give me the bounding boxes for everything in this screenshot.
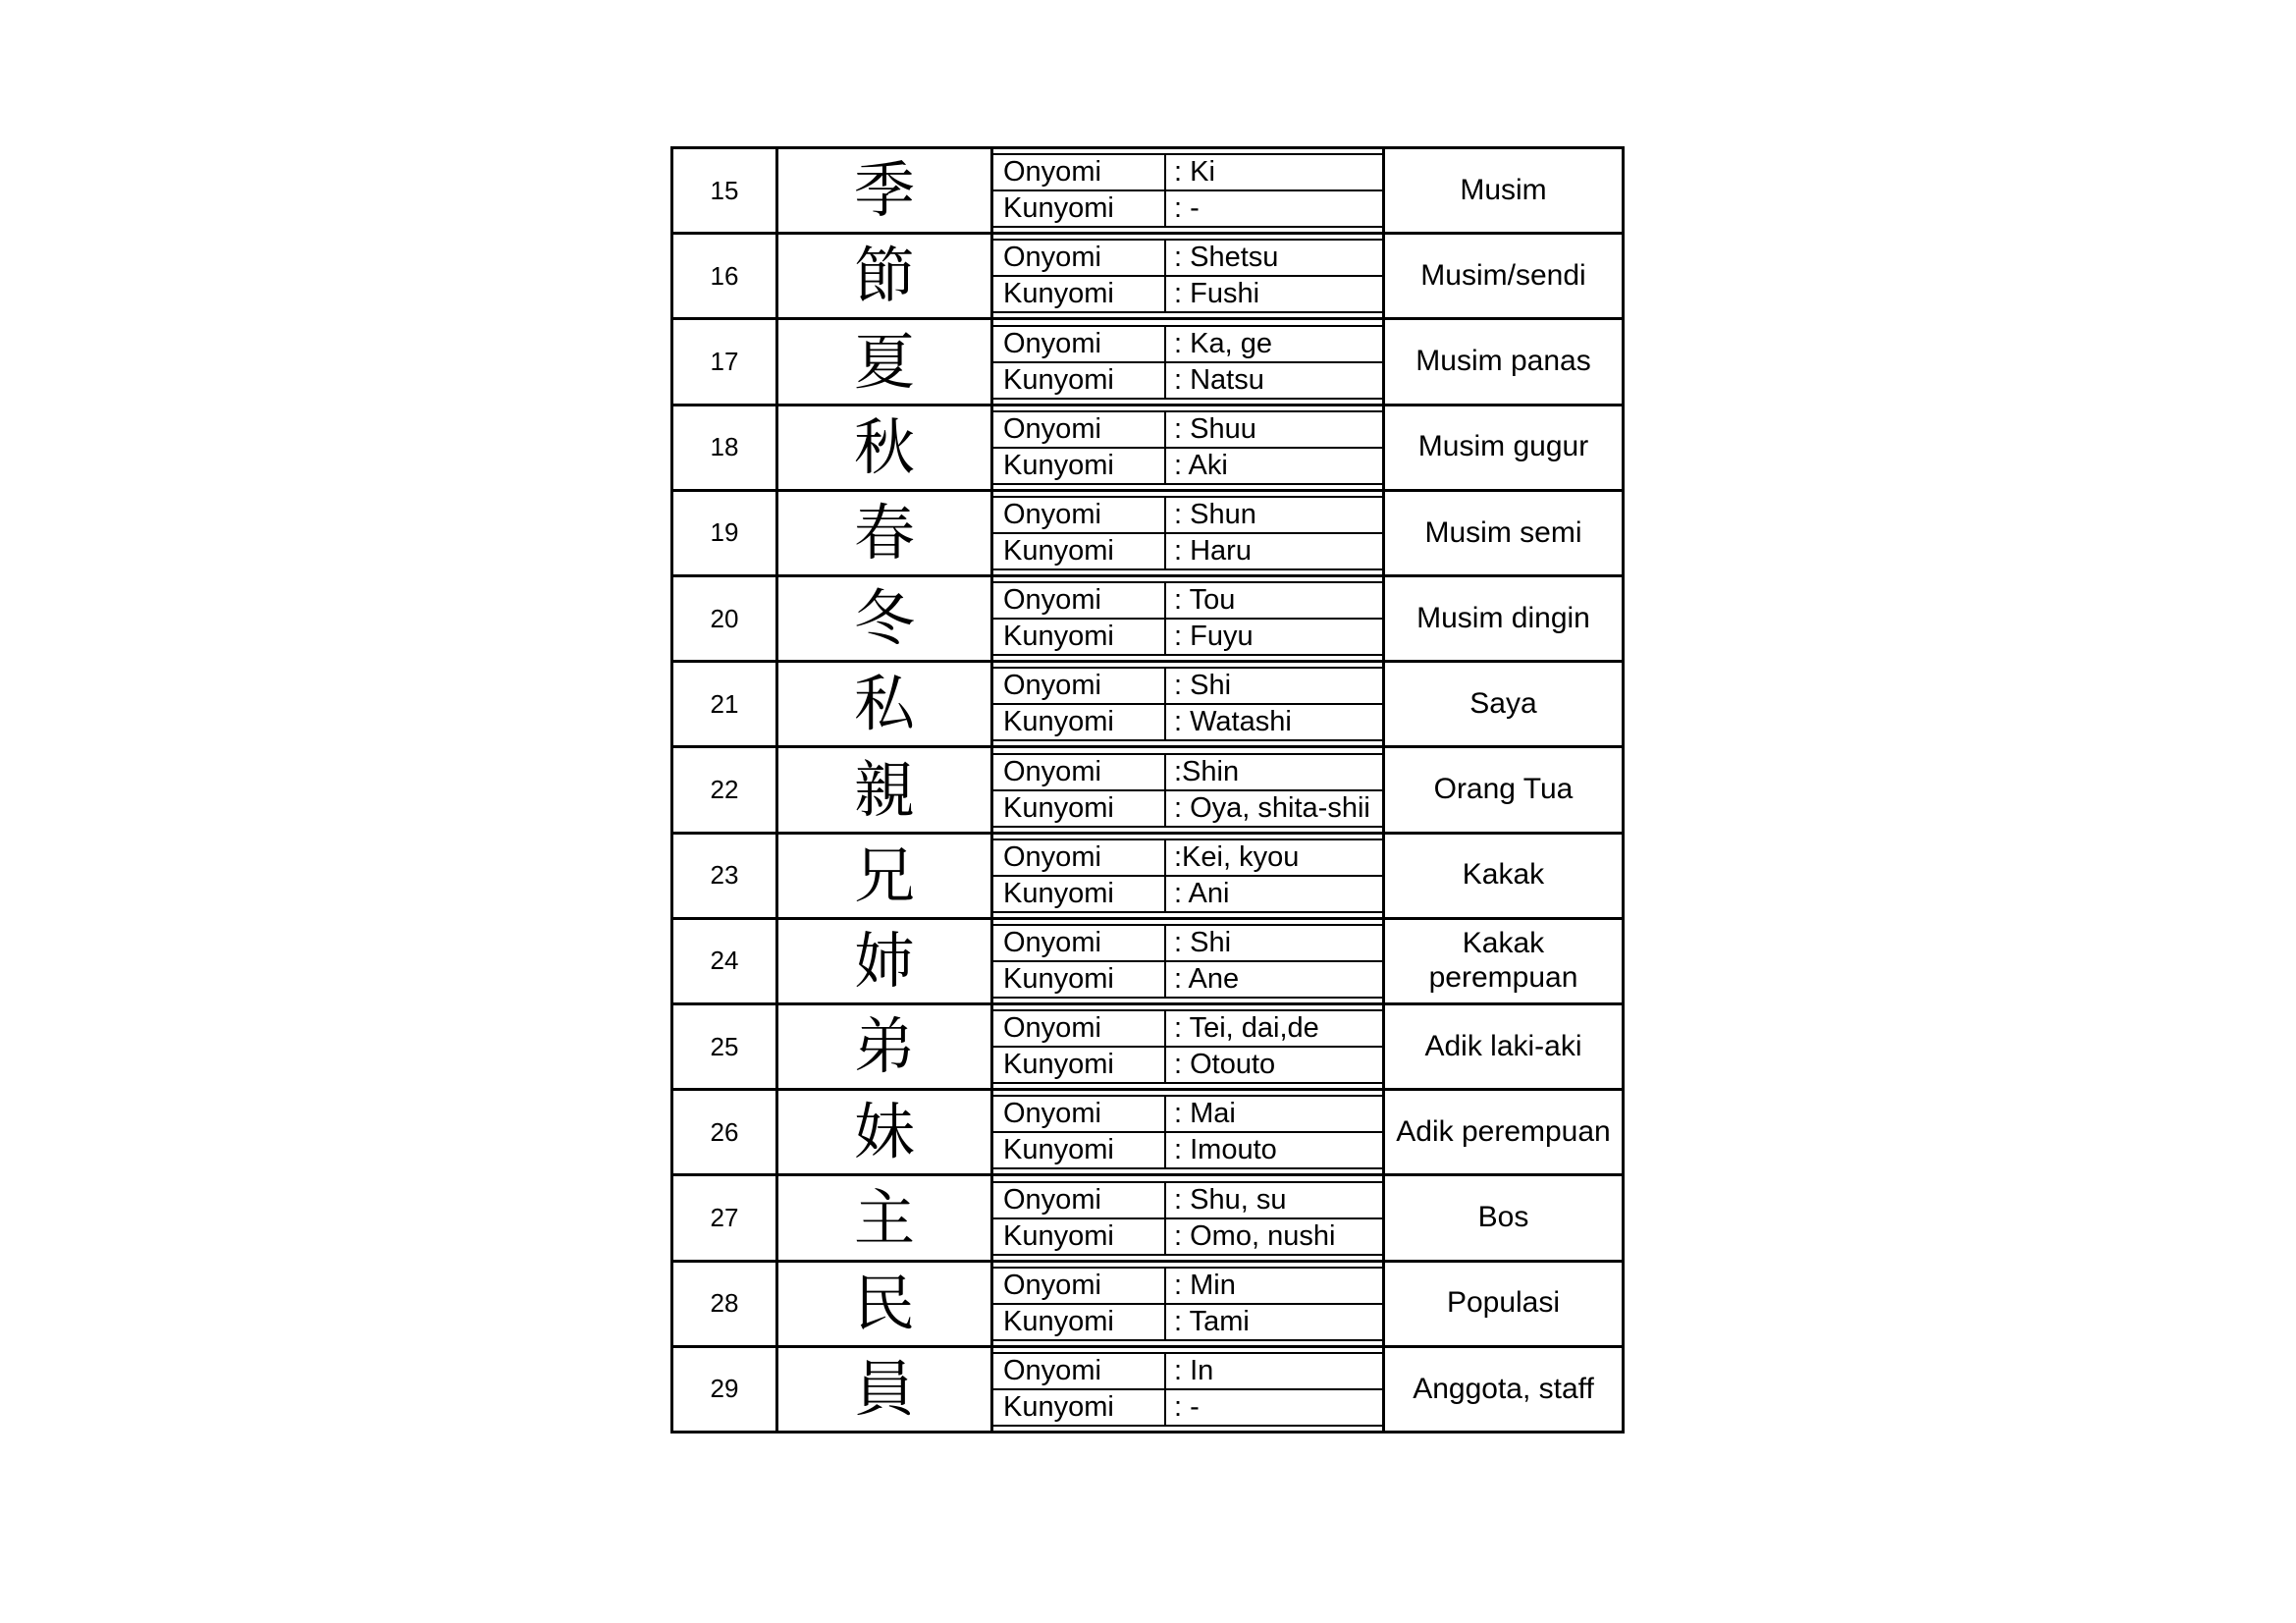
kanji-character: 春	[778, 492, 993, 574]
kunyomi-value: : -	[1174, 1390, 1200, 1423]
kunyomi-row	[993, 1390, 1382, 1425]
readings-cell	[993, 492, 1385, 574]
kunyomi-label: Kunyomi	[993, 1048, 1166, 1082]
readings-subtable	[993, 239, 1382, 313]
onyomi-label: Onyomi	[993, 1354, 1166, 1388]
kanji-character: 冬	[778, 577, 993, 660]
table-row	[673, 1005, 1622, 1091]
kunyomi-value: : Natsu	[1174, 363, 1264, 396]
onyomi-label: Onyomi	[993, 498, 1166, 532]
kunyomi-row	[993, 449, 1382, 483]
kanji-character: 民	[778, 1263, 993, 1345]
onyomi-value: : Shi	[1174, 926, 1232, 958]
meaning-cell: Musim dingin	[1416, 601, 1590, 634]
onyomi-value: :Shin	[1174, 755, 1240, 787]
onyomi-label: Onyomi	[993, 669, 1166, 703]
row-number: 28	[673, 1263, 778, 1345]
meaning-cell: Musim panas	[1415, 345, 1591, 378]
kanji-character: 季	[778, 149, 993, 232]
readings-cell	[993, 748, 1385, 831]
readings-cell	[993, 577, 1385, 660]
kunyomi-value: : Ani	[1174, 877, 1230, 909]
kunyomi-value: : Fuyu	[1174, 621, 1254, 653]
table-row	[673, 1176, 1622, 1262]
kunyomi-label: Kunyomi	[993, 962, 1166, 997]
table-row	[673, 149, 1622, 235]
onyomi-label: Onyomi	[993, 327, 1166, 361]
onyomi-label: Onyomi	[993, 840, 1166, 875]
table-row	[673, 663, 1622, 748]
onyomi-label: Onyomi	[993, 1183, 1166, 1217]
onyomi-value: : Tou	[1174, 584, 1236, 617]
readings-cell	[993, 149, 1385, 232]
readings-subtable	[993, 581, 1382, 656]
readings-cell	[993, 1176, 1385, 1259]
kunyomi-row	[993, 620, 1382, 654]
meaning-cell: Musim	[1460, 173, 1547, 206]
kunyomi-row	[993, 705, 1382, 739]
kunyomi-value: : Oya, shita-shii	[1174, 791, 1370, 824]
readings-cell	[993, 235, 1385, 317]
onyomi-label: Onyomi	[993, 155, 1166, 189]
readings-subtable	[993, 1095, 1382, 1169]
row-number: 21	[673, 663, 778, 745]
readings-subtable	[993, 1181, 1382, 1256]
onyomi-label: Onyomi	[993, 755, 1166, 789]
kunyomi-value: : -	[1174, 192, 1200, 225]
table-row	[673, 492, 1622, 577]
readings-cell	[993, 406, 1385, 489]
kunyomi-label: Kunyomi	[993, 363, 1166, 398]
onyomi-label: Onyomi	[993, 1011, 1166, 1046]
readings-cell	[993, 320, 1385, 403]
readings-subtable	[993, 924, 1382, 999]
readings-cell	[993, 1263, 1385, 1345]
kunyomi-value: : Otouto	[1174, 1049, 1276, 1081]
kunyomi-value: : Haru	[1174, 534, 1252, 567]
onyomi-label: Onyomi	[993, 1269, 1166, 1303]
onyomi-label: Onyomi	[993, 926, 1166, 960]
row-number: 23	[673, 835, 778, 917]
onyomi-row	[993, 840, 1382, 877]
kunyomi-label: Kunyomi	[993, 1305, 1166, 1339]
meaning-cell: Populasi	[1446, 1286, 1561, 1320]
onyomi-value: : Shuu	[1174, 412, 1256, 445]
kunyomi-value: : Fushi	[1174, 278, 1260, 310]
onyomi-row	[993, 926, 1382, 962]
onyomi-row	[993, 583, 1382, 620]
readings-subtable	[993, 410, 1382, 485]
onyomi-row	[993, 669, 1382, 705]
kanji-character: 員	[778, 1348, 993, 1431]
onyomi-value: : Tei, dai,de	[1174, 1012, 1319, 1045]
kanji-character: 節	[778, 235, 993, 317]
row-number: 20	[673, 577, 778, 660]
kunyomi-row	[993, 191, 1382, 226]
table-row	[673, 577, 1622, 663]
onyomi-row	[993, 1354, 1382, 1390]
table-row	[673, 1263, 1622, 1348]
kunyomi-row	[993, 363, 1382, 398]
readings-cell	[993, 663, 1385, 745]
onyomi-row	[993, 155, 1382, 191]
kunyomi-label: Kunyomi	[993, 1133, 1166, 1167]
kunyomi-label: Kunyomi	[993, 534, 1166, 568]
table-row	[673, 406, 1622, 492]
row-number: 15	[673, 149, 778, 232]
meaning-cell: Saya	[1469, 687, 1537, 721]
row-number: 26	[673, 1091, 778, 1173]
table-row	[673, 235, 1622, 320]
onyomi-value: :Kei, kyou	[1174, 840, 1300, 873]
row-number: 25	[673, 1005, 778, 1088]
kunyomi-row	[993, 1219, 1382, 1254]
onyomi-value: : In	[1174, 1354, 1214, 1386]
kanji-table	[670, 146, 1625, 1434]
row-number: 29	[673, 1348, 778, 1431]
kanji-character: 弟	[778, 1005, 993, 1088]
onyomi-row	[993, 1011, 1382, 1048]
readings-subtable	[993, 667, 1382, 741]
kunyomi-value: : Watashi	[1174, 706, 1292, 738]
onyomi-row	[993, 241, 1382, 277]
readings-cell	[993, 1091, 1385, 1173]
meaning-cell: Musim/sendi	[1420, 259, 1586, 293]
meaning-cell: Anggota, staff	[1413, 1372, 1594, 1405]
onyomi-label: Onyomi	[993, 412, 1166, 447]
kunyomi-value: : Tami	[1174, 1305, 1250, 1337]
readings-subtable	[993, 1009, 1382, 1084]
meaning-cell: Musim semi	[1424, 515, 1582, 549]
row-number: 16	[673, 235, 778, 317]
onyomi-label: Onyomi	[993, 583, 1166, 618]
kanji-character: 夏	[778, 320, 993, 403]
table-row	[673, 320, 1622, 406]
kunyomi-row	[993, 877, 1382, 911]
kunyomi-label: Kunyomi	[993, 1390, 1166, 1425]
readings-subtable	[993, 839, 1382, 913]
kunyomi-label: Kunyomi	[993, 791, 1166, 826]
table-row	[673, 1091, 1622, 1176]
onyomi-value: : Shun	[1174, 498, 1256, 530]
readings-cell	[993, 835, 1385, 917]
kunyomi-row	[993, 1133, 1382, 1167]
onyomi-value: : Shetsu	[1174, 242, 1279, 274]
kunyomi-value: : Omo, nushi	[1174, 1219, 1336, 1252]
kanji-character: 兄	[778, 835, 993, 917]
row-number: 17	[673, 320, 778, 403]
kunyomi-label: Kunyomi	[993, 1219, 1166, 1254]
readings-cell	[993, 1348, 1385, 1431]
kunyomi-label: Kunyomi	[993, 277, 1166, 311]
kunyomi-row	[993, 277, 1382, 311]
kunyomi-row	[993, 962, 1382, 997]
row-number: 19	[673, 492, 778, 574]
readings-cell	[993, 1005, 1385, 1088]
kanji-character: 親	[778, 748, 993, 831]
readings-cell	[993, 920, 1385, 1002]
onyomi-value: : Min	[1174, 1269, 1236, 1301]
onyomi-value: : Ka, ge	[1174, 327, 1272, 359]
onyomi-row	[993, 1097, 1382, 1133]
meaning-cell: Adik laki-aki	[1424, 1029, 1582, 1062]
kanji-character: 姉	[778, 920, 993, 1002]
readings-subtable	[993, 325, 1382, 400]
table-row	[673, 1348, 1622, 1431]
readings-subtable	[993, 153, 1382, 228]
kunyomi-value: : Ane	[1174, 962, 1240, 995]
kunyomi-value: : Aki	[1174, 449, 1228, 481]
table-row	[673, 835, 1622, 920]
onyomi-row	[993, 1183, 1382, 1219]
kanji-character: 秋	[778, 406, 993, 489]
meaning-cell: Kakak perempuan	[1428, 927, 1578, 994]
onyomi-row	[993, 1269, 1382, 1305]
kunyomi-row	[993, 1305, 1382, 1339]
kanji-character: 妹	[778, 1091, 993, 1173]
row-number: 18	[673, 406, 778, 489]
meaning-cell: Kakak	[1462, 858, 1545, 892]
kanji-character: 私	[778, 663, 993, 745]
readings-subtable	[993, 1352, 1382, 1427]
kunyomi-label: Kunyomi	[993, 449, 1166, 483]
row-number: 22	[673, 748, 778, 831]
row-number: 27	[673, 1176, 778, 1259]
onyomi-row	[993, 327, 1382, 363]
kunyomi-row	[993, 1048, 1382, 1082]
kunyomi-label: Kunyomi	[993, 620, 1166, 654]
kunyomi-row	[993, 534, 1382, 568]
kanji-character: 主	[778, 1176, 993, 1259]
kunyomi-value: : Imouto	[1174, 1134, 1277, 1166]
meaning-cell: Bos	[1477, 1201, 1529, 1234]
onyomi-value: : Ki	[1174, 156, 1215, 189]
onyomi-value: : Mai	[1174, 1098, 1236, 1130]
onyomi-value: : Shi	[1174, 670, 1232, 702]
onyomi-row	[993, 755, 1382, 791]
kunyomi-label: Kunyomi	[993, 877, 1166, 911]
onyomi-value: : Shu, su	[1174, 1183, 1287, 1216]
table-row	[673, 748, 1622, 834]
onyomi-row	[993, 412, 1382, 449]
kunyomi-label: Kunyomi	[993, 705, 1166, 739]
onyomi-label: Onyomi	[993, 1097, 1166, 1131]
onyomi-label: Onyomi	[993, 241, 1166, 275]
meaning-cell: Musim gugur	[1417, 430, 1589, 463]
meaning-cell: Orang Tua	[1433, 773, 1574, 806]
kunyomi-row	[993, 791, 1382, 826]
readings-subtable	[993, 753, 1382, 828]
table-row	[673, 920, 1622, 1005]
readings-subtable	[993, 1267, 1382, 1341]
row-number: 24	[673, 920, 778, 1002]
onyomi-row	[993, 498, 1382, 534]
readings-subtable	[993, 496, 1382, 570]
meaning-cell: Adik perempuan	[1396, 1115, 1611, 1149]
kunyomi-label: Kunyomi	[993, 191, 1166, 226]
